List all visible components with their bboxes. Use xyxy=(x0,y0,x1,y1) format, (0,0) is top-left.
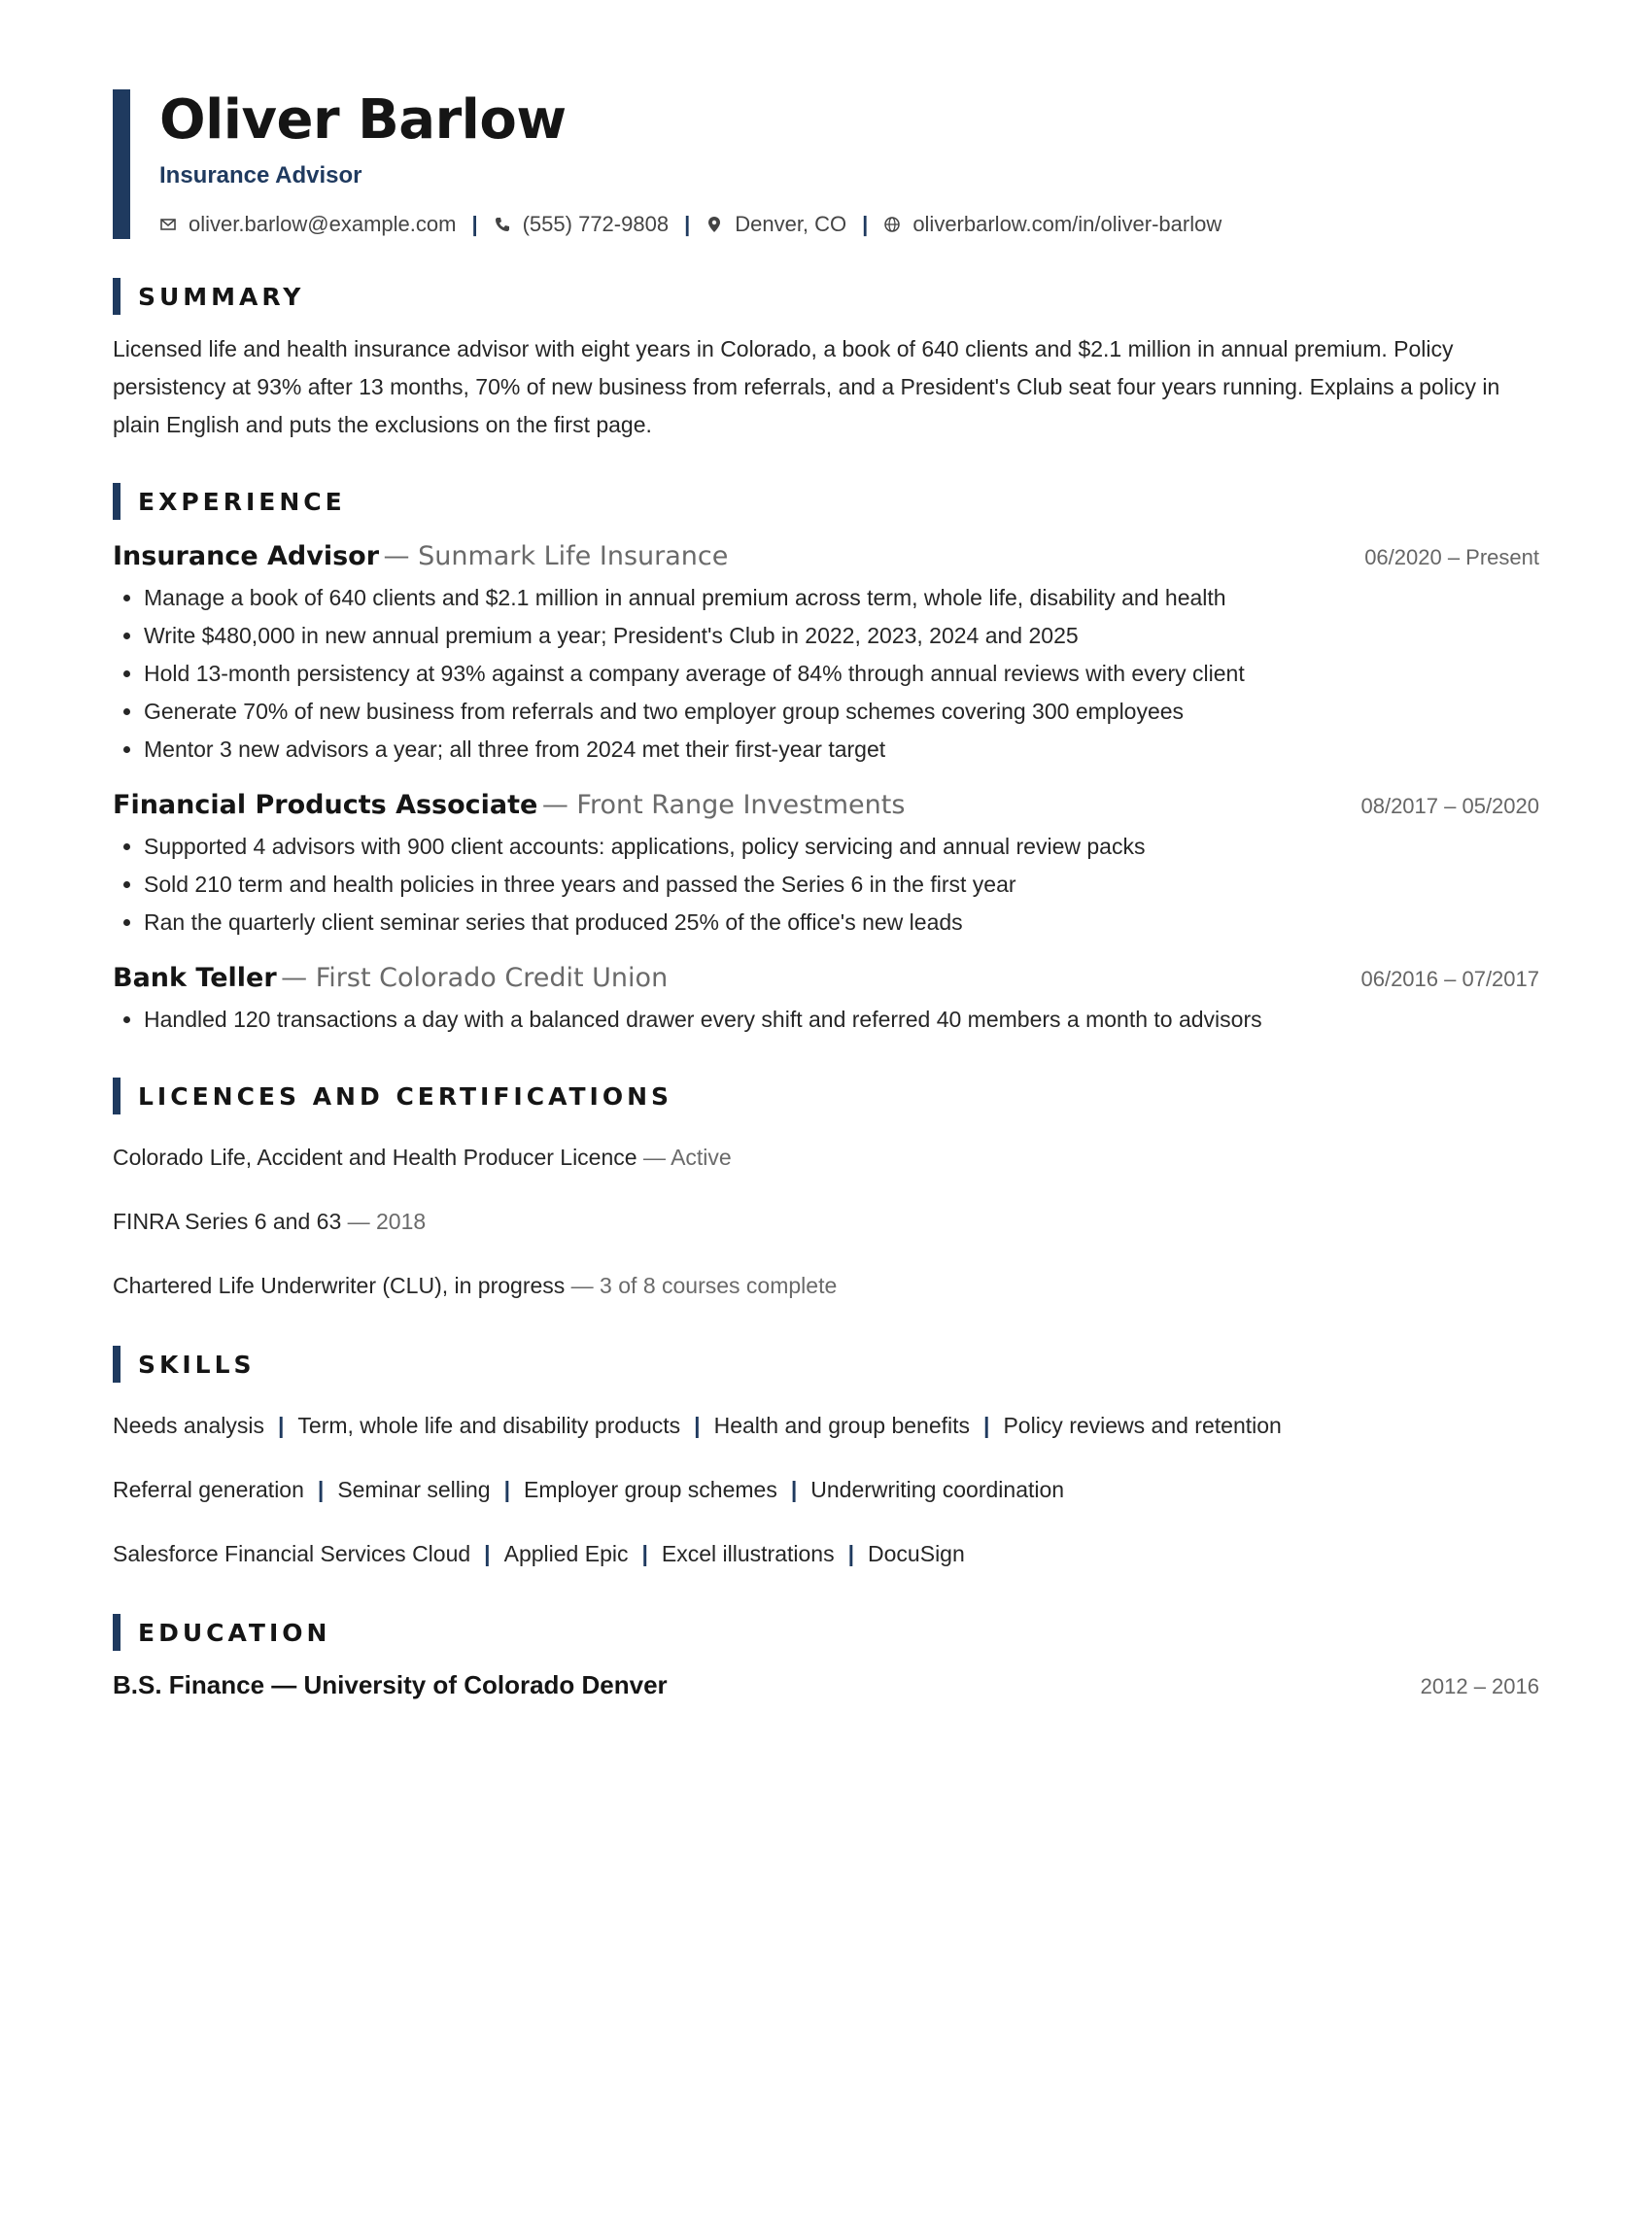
job-bullet: • Manage a book of 640 clients and $2.1 million in annual premium across term, whole life, disability and health xyxy=(144,579,1539,617)
contact-separator: | xyxy=(471,212,478,236)
candidate-name: Oliver Barlow xyxy=(159,88,567,152)
job-bullet: • Mentor 3 new advisors a year; all three from 2024 met their first-year target xyxy=(144,731,1539,769)
contact-location-text: Denver, CO xyxy=(735,212,847,236)
skill-separator: | xyxy=(277,1413,285,1438)
skills-line xyxy=(113,1532,1539,1575)
job-bullet: • Write $480,000 in new annual premium a year; President's Club in 2022, 2023, 2024 and 2025 xyxy=(144,617,1539,655)
skill-separator: | xyxy=(317,1477,325,1502)
resume-header xyxy=(113,89,1539,239)
skill-item: DocuSign xyxy=(868,1541,965,1566)
job-bullet: • Handled 120 transactions a day with a balanced drawer every shift and referred 40 members a month to advisors xyxy=(144,1001,1539,1039)
job-bullet: • Generate 70% of new business from referrals and two employer group schemes covering 300 employees xyxy=(144,693,1539,731)
candidate-role: Insurance Advisor xyxy=(159,162,362,188)
skill-item: Needs analysis xyxy=(113,1413,264,1438)
job-bullet: • Hold 13-month persistency at 93% against a company average of 84% through annual reviews with every client xyxy=(144,655,1539,693)
contact-email[interactable] xyxy=(159,210,456,239)
job-entry xyxy=(113,963,1539,1039)
section-title: EXPERIENCE xyxy=(138,487,346,516)
header-accent-bar xyxy=(113,89,130,239)
job-dates: 06/2016 – 07/2017 xyxy=(1360,967,1539,991)
summary-heading xyxy=(113,278,1539,315)
skill-separator: | xyxy=(484,1541,491,1566)
certification-note: — 3 of 8 courses complete xyxy=(570,1273,838,1298)
certification-item xyxy=(113,1136,1539,1179)
contact-separator: | xyxy=(862,212,869,236)
skill-item: Underwriting coordination xyxy=(810,1477,1065,1502)
contact-website[interactable] xyxy=(883,210,1222,239)
education-heading xyxy=(113,1614,1539,1651)
contact-email-text: oliver.barlow@example.com xyxy=(189,212,457,236)
education-entry xyxy=(113,1670,1539,1700)
section-title: EDUCATION xyxy=(138,1618,331,1647)
education-degree: B.S. Finance — University of Colorado Denver xyxy=(113,1670,668,1699)
skill-separator: | xyxy=(847,1541,855,1566)
skills-line xyxy=(113,1468,1539,1511)
contact-line xyxy=(159,210,1539,239)
skill-item: Health and group benefits xyxy=(713,1413,971,1438)
section-accent-bar xyxy=(113,1078,120,1114)
location-pin-icon xyxy=(706,216,723,233)
job-bullet: • Supported 4 advisors with 900 client accounts: applications, policy servicing and annual review packs xyxy=(144,828,1539,866)
contact-phone-text: (555) 772-9808 xyxy=(522,212,670,236)
job-company: — Sunmark Life Insurance xyxy=(383,541,729,571)
skill-separator: | xyxy=(983,1413,990,1438)
phone-icon xyxy=(494,216,511,233)
job-bullets xyxy=(113,1001,1539,1039)
job-header xyxy=(113,790,1539,820)
skill-item: Term, whole life and disability products xyxy=(297,1413,681,1438)
section-accent-bar xyxy=(113,1346,120,1383)
education-dates: 2012 – 2016 xyxy=(1420,1674,1539,1698)
job-header xyxy=(113,541,1539,571)
job-header xyxy=(113,963,1539,993)
job-bullet: • Ran the quarterly client seminar series that produced 25% of the office's new leads xyxy=(144,904,1539,942)
job-company: — First Colorado Credit Union xyxy=(281,963,669,993)
section-accent-bar xyxy=(113,483,120,520)
certification-item xyxy=(113,1200,1539,1243)
certification-name: FINRA Series 6 and 63 xyxy=(113,1209,342,1234)
job-entry xyxy=(113,790,1539,942)
certification-name: Chartered Life Underwriter (CLU), in progress xyxy=(113,1273,566,1298)
contact-website-text: oliverbarlow.com/in/oliver-barlow xyxy=(912,212,1222,236)
job-bullets xyxy=(113,828,1539,942)
section-title: LICENCES AND CERTIFICATIONS xyxy=(138,1081,673,1111)
job-title: Bank Teller xyxy=(113,963,277,993)
section-title: SUMMARY xyxy=(138,282,305,311)
skill-separator: | xyxy=(694,1413,701,1438)
job-bullet: • Sold 210 term and health policies in three years and passed the Series 6 in the first year xyxy=(144,866,1539,904)
job-bullets xyxy=(113,579,1539,769)
certification-note: — 2018 xyxy=(347,1209,427,1234)
globe-icon xyxy=(883,216,901,233)
job-dates: 08/2017 – 05/2020 xyxy=(1360,794,1539,818)
section-accent-bar xyxy=(113,278,120,315)
certification-note: — Active xyxy=(642,1145,732,1170)
certification-item xyxy=(113,1264,1539,1307)
section-accent-bar xyxy=(113,1614,120,1651)
summary-text: Licensed life and health insurance advisor with eight years in Colorado, a book of 640 clients and $2.1 million in annual premium. Policy persistency at 93% after 13 months, 70% of new business from referrals, and a President's Club seat four years running. Explains a policy in plain English and puts the exclusions on the first page. xyxy=(113,336,1500,437)
skill-item: Seminar selling xyxy=(337,1477,491,1502)
certification-name: Colorado Life, Accident and Health Producer Licence xyxy=(113,1145,637,1170)
resume-page xyxy=(0,89,1652,2227)
job-entry xyxy=(113,541,1539,769)
skills-heading xyxy=(113,1346,1539,1383)
certifications-heading xyxy=(113,1078,1539,1114)
skill-item: Policy reviews and retention xyxy=(1003,1413,1282,1438)
skill-item: Referral generation xyxy=(113,1477,304,1502)
skill-separator: | xyxy=(503,1477,511,1502)
skill-separator: | xyxy=(641,1541,648,1566)
skill-item: Applied Epic xyxy=(503,1541,629,1566)
skill-item: Employer group schemes xyxy=(524,1477,777,1502)
job-title: Insurance Advisor xyxy=(113,541,380,571)
contact-phone[interactable] xyxy=(494,210,669,239)
skill-separator: | xyxy=(790,1477,798,1502)
contact-separator: | xyxy=(684,212,691,236)
job-title: Financial Products Associate xyxy=(113,790,538,820)
skill-item: Salesforce Financial Services Cloud xyxy=(113,1541,471,1566)
skills-line xyxy=(113,1404,1539,1447)
experience-heading xyxy=(113,483,1539,520)
contact-location xyxy=(706,210,846,239)
job-dates: 06/2020 – Present xyxy=(1364,545,1539,569)
email-icon xyxy=(159,216,177,233)
section-title: SKILLS xyxy=(138,1350,256,1379)
skill-item: Excel illustrations xyxy=(661,1541,835,1566)
job-company: — Front Range Investments xyxy=(541,790,906,820)
